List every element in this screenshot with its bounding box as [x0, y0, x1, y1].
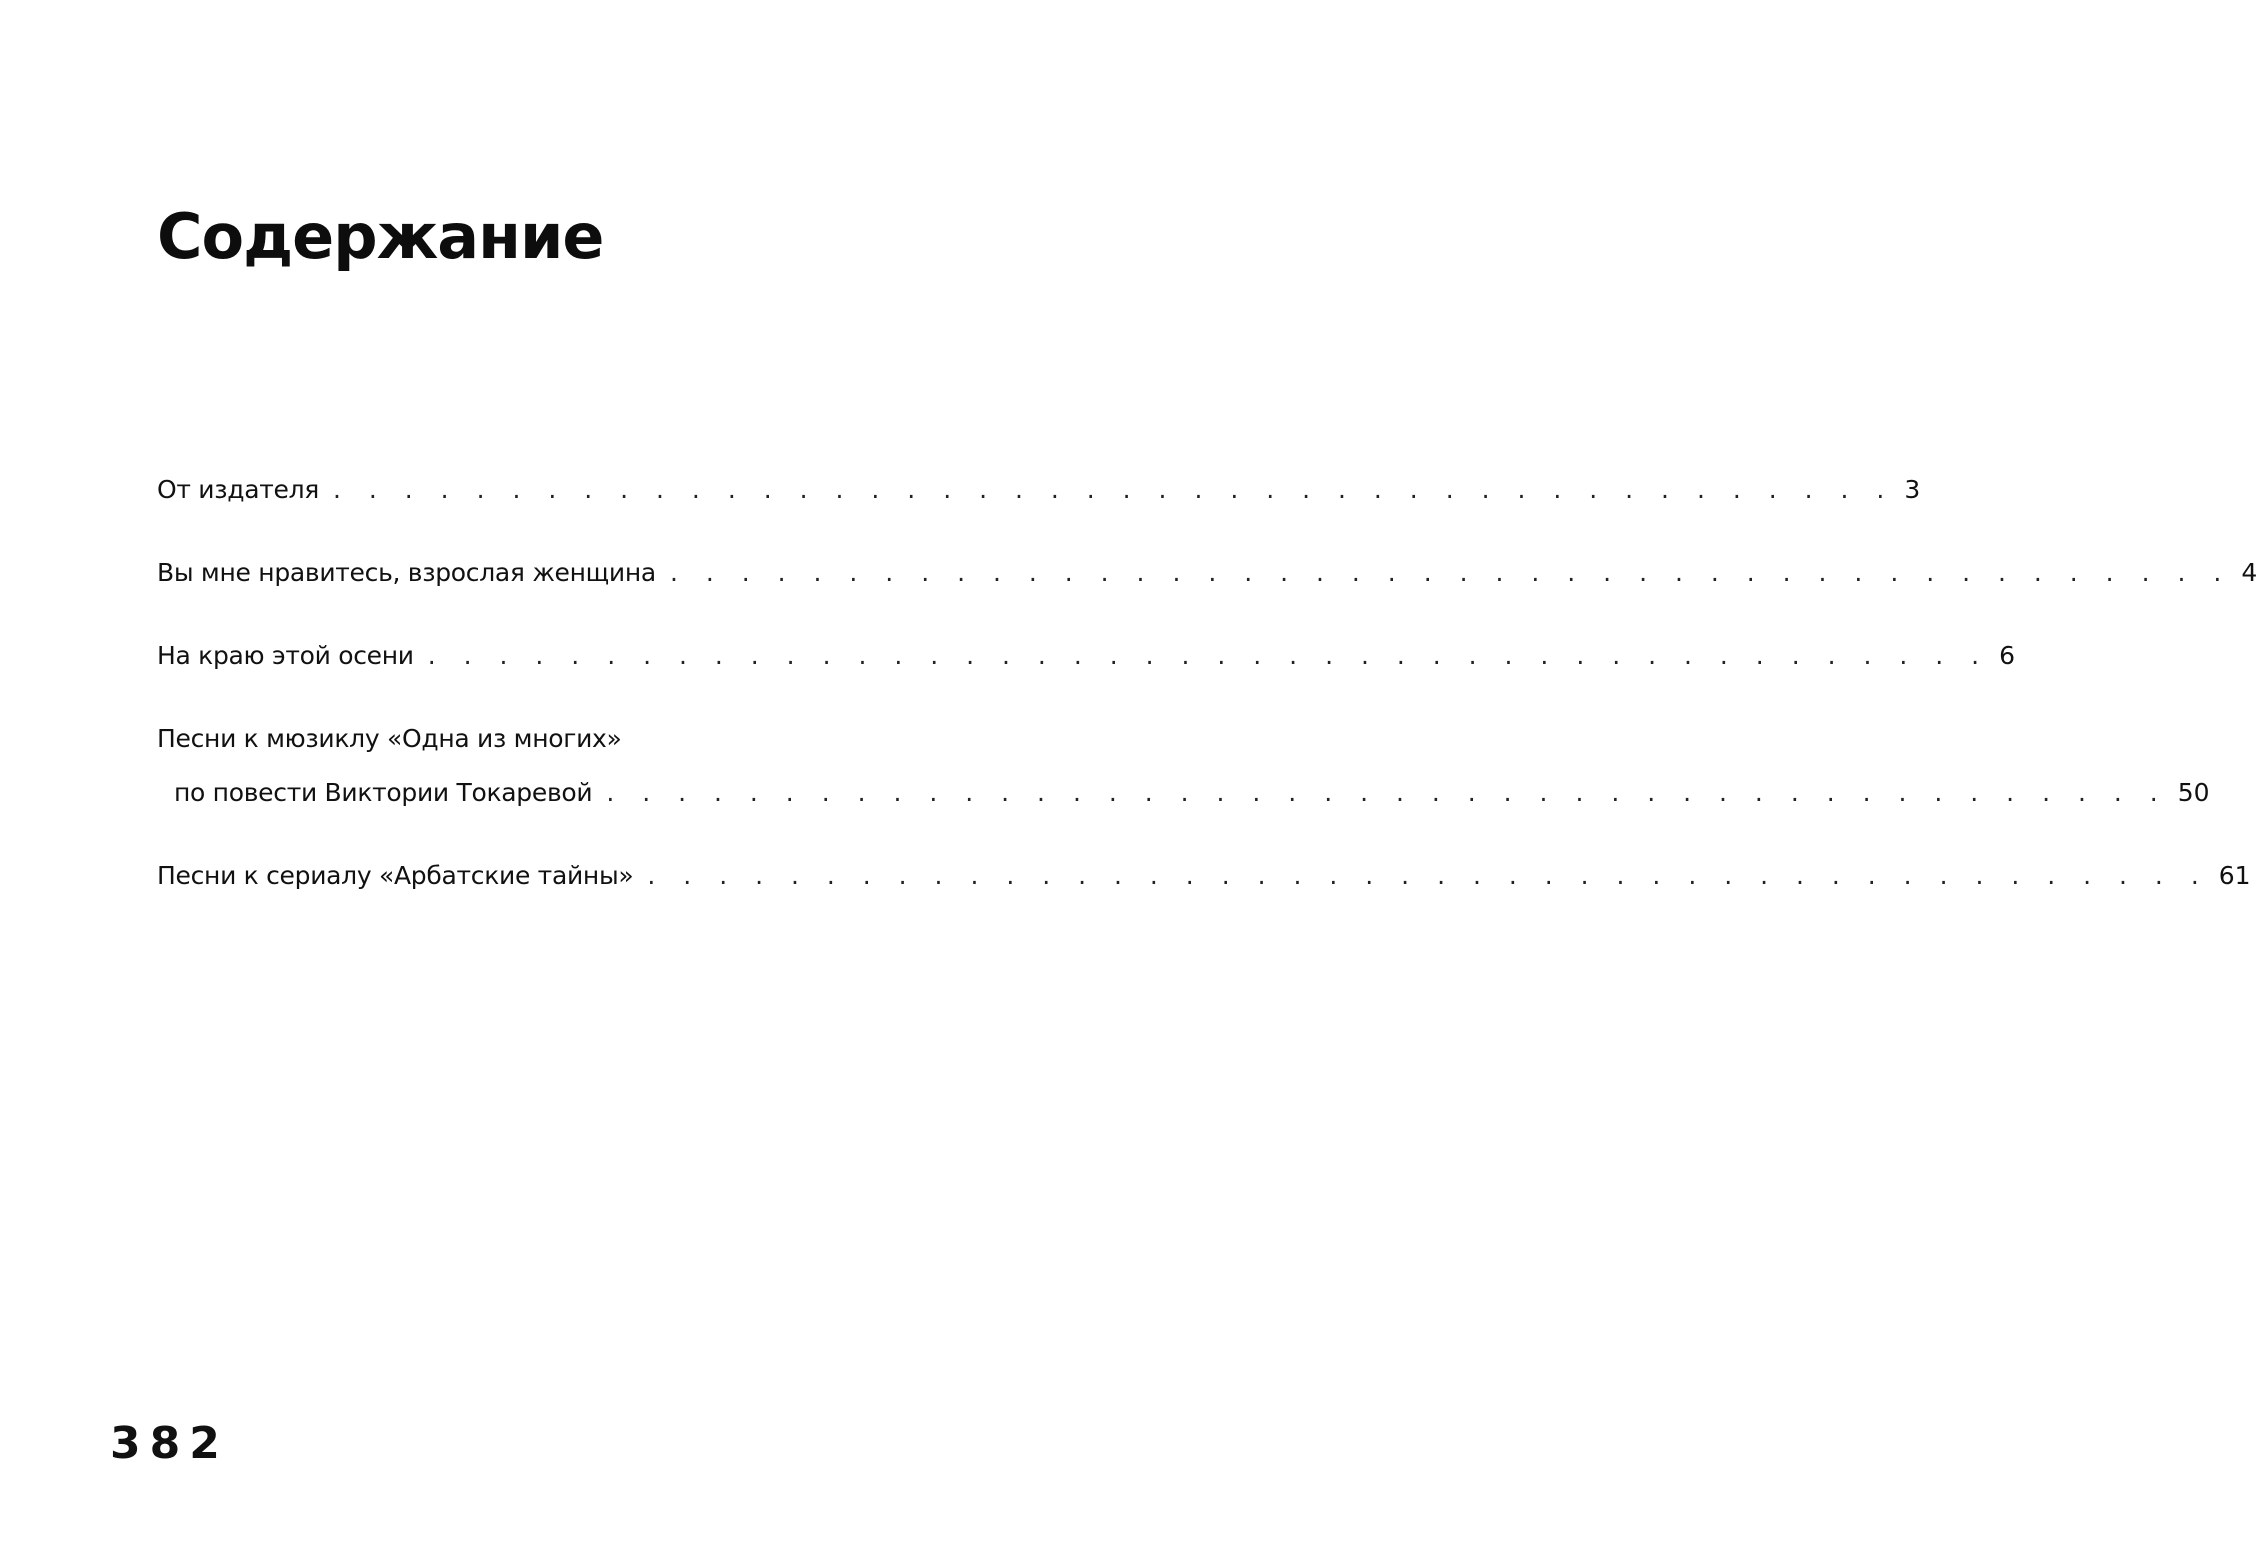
toc-entry-page: 6: [1999, 641, 2016, 670]
dot-leader: . . . . . . . . . . . . . . . . . . . . . . . . . . . . . . . . . . . . . . . . . . . .: [669, 558, 2232, 587]
page-number: 382: [110, 1418, 229, 1469]
toc-entry-continuation[interactable]: [157, 773, 2210, 813]
toc-entry[interactable]: [157, 636, 2016, 676]
toc-entry-page: 50: [2177, 778, 2210, 807]
toc-entry-title: Песни к мюзиклу «Одна из многих»: [157, 724, 622, 753]
toc-entry[interactable]: [157, 470, 1921, 510]
toc-entry-title: От издателя: [157, 475, 319, 504]
page-title: Содержание: [157, 200, 604, 273]
dot-leader: . . . . . . . . . . . . . . . . . . . . . . . . . . . . . . . . . . . . . . . . . . . .: [333, 475, 1895, 504]
table-of-contents: [157, 470, 2257, 896]
dot-leader: . . . . . . . . . . . . . . . . . . . . . . . . . . . . . . . . . . . . . . . . . . . .: [647, 861, 2209, 890]
toc-entry-title-continued: по повести Виктории Токаревой: [174, 778, 593, 807]
toc-entry-title: Вы мне нравитесь, взрослая женщина: [157, 558, 656, 587]
toc-entry-title: Песни к сериалу «Арбатские тайны»: [157, 861, 634, 890]
toc-entry-title: На краю этой осени: [157, 641, 414, 670]
toc-entry[interactable]: [157, 856, 2251, 896]
toc-entry-page: 61: [2218, 861, 2251, 890]
dot-leader: . . . . . . . . . . . . . . . . . . . . . . . . . . . . . . . . . . . . . . . . . . . .: [427, 641, 1990, 670]
toc-entry-page: 3: [1904, 475, 1921, 504]
toc-entry[interactable]: [157, 553, 2257, 593]
toc-entry[interactable]: [157, 719, 860, 759]
dot-leader: . . . . . . . . . . . . . . . . . . . . . . . . . . . . . . . . . . . . . . . . . . . .: [606, 778, 2168, 807]
toc-entry-page: 4: [2241, 558, 2257, 587]
